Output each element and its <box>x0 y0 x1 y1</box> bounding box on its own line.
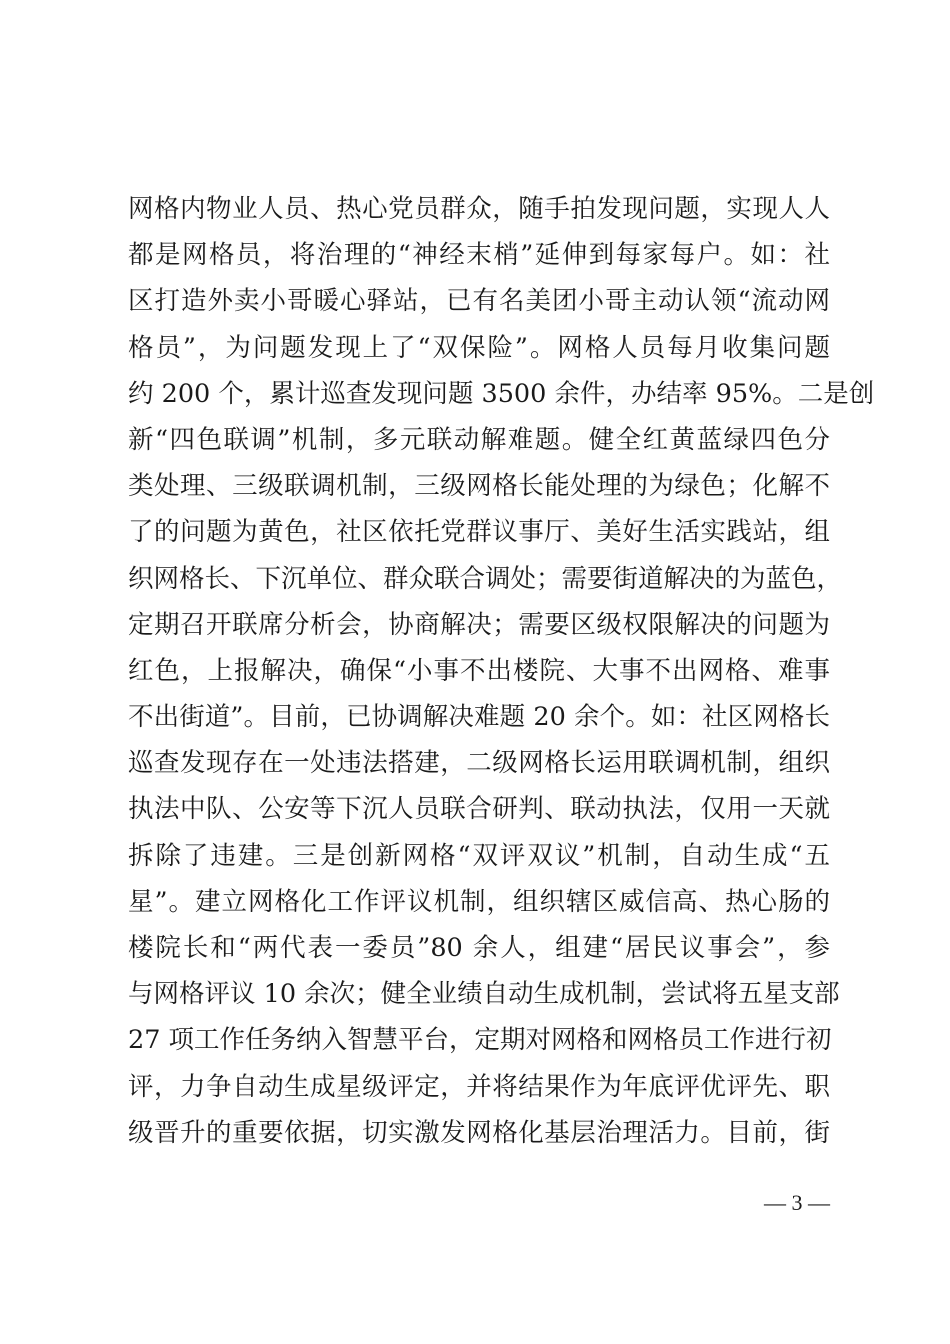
text-line-19: 27 项工作任务纳入智慧平台，定期对网格和网格员工作进行初 <box>128 1025 832 1056</box>
text-line-1: 网格内物业人员、热心党员群众，随手拍发现问题，实现人人 <box>128 194 830 224</box>
text-line-2: 都是网格员，将治理的“神经末梢”延伸到每家每户。如：社 <box>128 240 830 271</box>
text-line-3: 区打造外卖小哥暖心驿站，已有名美团小哥主动认领“流动网 <box>128 286 830 317</box>
text-line-17: 楼院长和“两代表一委员”80 余人，组建“居民议事会”，参 <box>128 933 830 963</box>
text-line-20: 评，力争自动生成星级评定，并将结果作为年底评优评先、职 <box>128 1071 830 1102</box>
page-number: — 3 — <box>764 1190 830 1215</box>
text-line-6: 新“四色联调”机制，多元联动解难题。健全红黄蓝绿四色分 <box>128 424 830 455</box>
text-line-7: 类处理、三级联调机制，三级网格长能处理的为绿色；化解不 <box>128 471 830 502</box>
text-line-16: 星”。建立网格化工作评议机制，组织辖区威信高、热心肠的 <box>128 886 830 917</box>
text-line-8: 了的问题为黄色，社区依托党群议事厅、美好生活实践站，组 <box>128 517 830 548</box>
text-line-18: 与网格评议 10 余次；健全业绩自动生成机制，尝试将五星支部 <box>128 979 840 1010</box>
text-line-4: 格员”，为问题发现上了“双保险”。网格人员每月收集问题 <box>128 332 830 363</box>
text-line-10: 定期召开联席分析会，协商解决；需要区级权限解决的问题为 <box>128 609 830 640</box>
text-line-5: 约 200 个，累计巡查发现问题 3500 余件，办结率 95%。二是创 <box>128 378 875 409</box>
text-line-9: 织网格长、下沉单位、群众联合调处；需要街道解决的为蓝色， <box>128 563 843 594</box>
text-line-11: 红色，上报解决，确保“小事不出楼院、大事不出网格、难事 <box>128 655 830 686</box>
text-line-14: 执法中队、公安等下沉人员联合研判、联动执法，仅用一天就 <box>128 794 830 825</box>
text-line-21: 级晋升的重要依据，切实激发网格化基层治理活力。目前，街 <box>128 1117 830 1148</box>
text-line-15: 拆除了违建。三是创新网格“双评双议”机制，自动生成“五 <box>128 840 830 871</box>
text-line-12: 不出街道”。目前，已协调解决难题 20 余个。如：社区网格长 <box>128 702 830 733</box>
text-line-13: 巡查发现存在一处违法搭建，二级网格长运用联调机制，组织 <box>128 748 830 779</box>
body-paragraph <box>128 186 875 1156</box>
